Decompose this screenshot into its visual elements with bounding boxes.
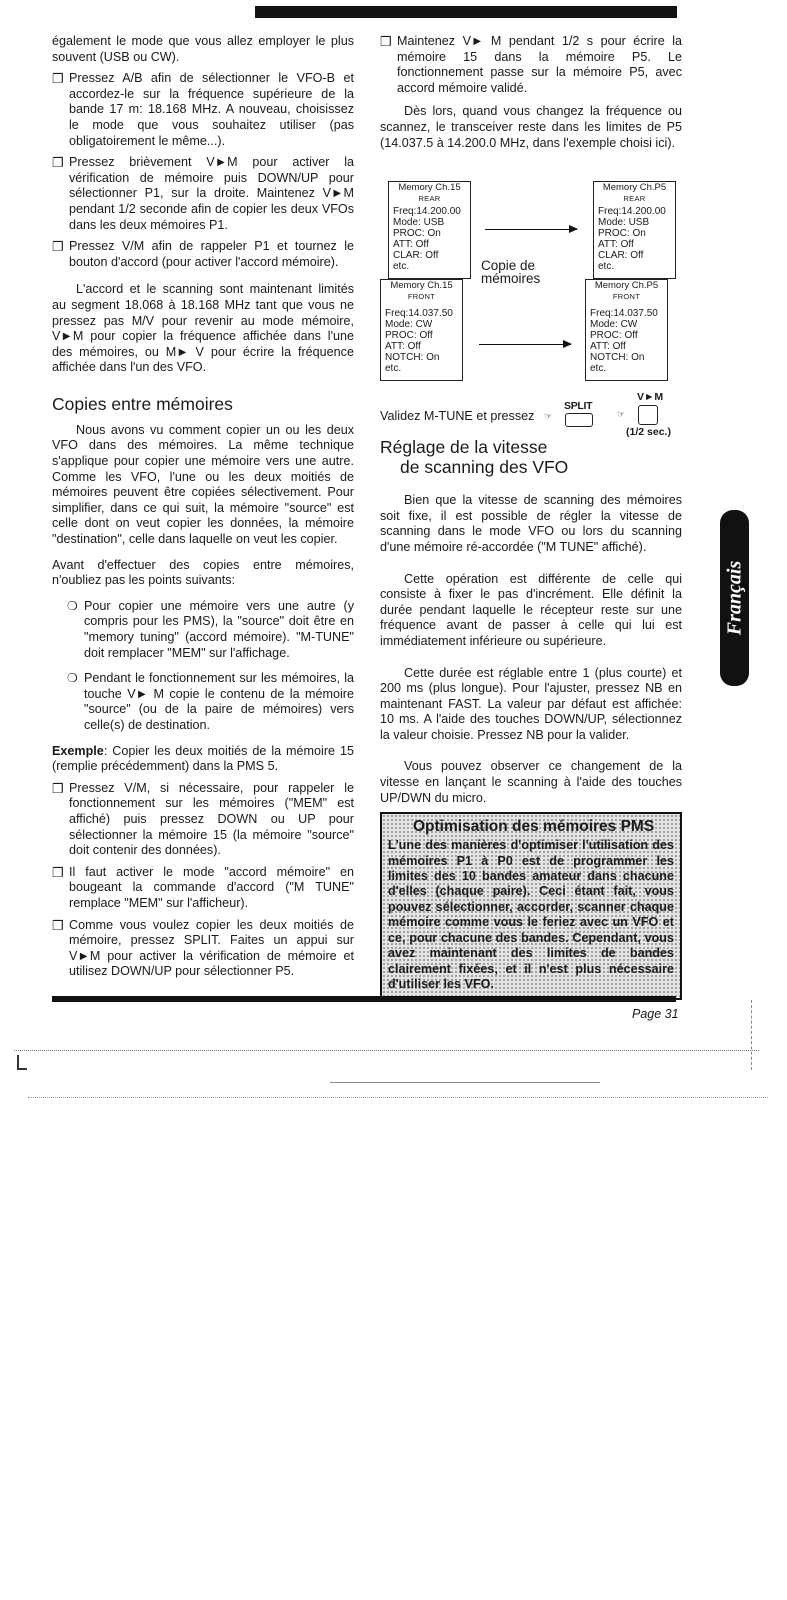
step-text: Pressez A/B afin de sélectionner le VFO-B et accordez-le sur la fréquence supérieure de la bande 17 m: 18.168 MHz. A nouveau, choisissez le mode que vous souhaitez utiliser (pas obligatoirement le même...). [69,71,354,148]
memory-field: Mode: USB [393,217,445,229]
checkbox-bullet-icon: ❒ [380,34,392,49]
copy-label [481,259,540,285]
intro-paragraph: également le mode que vous allez employer le plus souvent (USB ou CW). [52,34,354,64]
step-m-tune [52,865,354,912]
memory-field: Mode: USB [598,217,650,229]
memory-box-p5-rear [593,181,676,279]
step-text: Pressez brièvement V►M pour activer la vérification de mémoire puis DOWN/UP pour sélectionner P1, sur la droite. Maintenez V►M pendant 1/2 seconde afin de copier les deux VFOs dans les deux mémoires P1. [69,155,354,232]
pms-tip-box [380,812,682,1000]
memory-field: etc. [385,363,402,375]
checkbox-bullet-icon: ❒ [52,71,64,87]
split-key-label: SPLIT [564,400,593,413]
memory-box-p5-front [585,279,668,381]
validez-caption: Validez M-TUNE et pressez [380,409,535,424]
checkbox-bullet-icon: ❒ [52,864,64,880]
hold-duration: (1/2 sec.) [626,426,671,439]
memory-field: ATT: Off [385,341,421,353]
memory-side: FRONT [612,292,641,302]
step-split [52,918,354,980]
circle-bullet-icon: ❍ [67,671,78,686]
cette-operation-paragraph: Cette opération est différente de celle qui consiste à fixer le pas d'incrément. Elle définit la durée pendant laquelle le récepteur reste sur une fréquence avant de passer à celle qui lui est immédiatement inférieure ou supérieure. [380,571,682,648]
copy-arrow-front [479,344,571,345]
memory-field: ATT: Off [598,239,634,251]
step-text: Pressez V/M afin de rappeler P1 et tournez le bouton d'accord (pour activer l'accord mémoire). [69,239,354,269]
language-tab-label: Français [723,560,745,636]
memory-box-15-front [380,279,463,381]
section-heading-copies: Copies entre mémoires [52,393,233,414]
limits-paragraph: L'accord et le scanning sont maintenant limités au segment 18.068 à 18.168 MHz tant que vous ne pressez pas M/V pour revenir au mode mémoire, V►M pour copier la fréquence affichée dans l'une des mémoires, ou M► V pour écrire la fréquence affichée dans l'un des VFO. [52,282,354,375]
top-rule [255,6,677,18]
memory-title: Memory Ch.15 [390,280,453,292]
memory-field: Freq:14.200.00 [393,206,461,218]
point-text: Pendant le fonctionnement sur les mémoires, la touche V► M copie le contenu de la mémoire "source" (ou de la paire de mémoires) vers celle(s) de destination. [84,671,354,732]
bottom-rule [52,996,676,1002]
step-vm-press [52,155,354,233]
checkbox-bullet-icon: ❒ [52,155,64,171]
memory-box-15-rear [388,181,471,279]
step-text: Comme vous voulez copier les deux moitiés de mémoire, pressez SPLIT. Faites un appui sur V►M pour activer la vérification de mémoire et utilisez DOWN/UP pour sélectionner P5. [69,917,354,979]
heading-line: Réglage de la vitesse [380,437,548,458]
memory-field: PROC: Off [590,330,638,342]
memory-title: Memory Ch.15 [398,182,461,194]
page-number: Page 31 [632,1007,679,1021]
step-text: Pressez V/M, si nécessaire, pour rappeler le fonctionnement sur les mémoires ("MEM" est affiché) puis pressez DOWN ou UP pour sélectionner la mémoire 15 (la mémoire "source" doit contenir des données). [69,780,354,858]
right-column [380,34,682,1000]
left-column [52,34,354,980]
heading-line: de scanning des VFO [400,457,569,478]
memory-field: Freq:14.200.00 [598,206,666,218]
scan-edge-line [751,1000,752,1070]
copies-paragraph: Nous avons vu comment copier un ou les deux VFO dans des mémoires. La même technique s'applique pour copier une mémoire vers une autre. Comme les VFO, l'une ou les deux moitiés de mémoires peuvent être copiées sélectivement. Pour simplifier, dans ce qui suit, la mémoire "source" est celle dont on veut copier les données, la mémoire "destination", celle dans laquelle on veut les copier. [52,422,354,547]
memory-field: ATT: Off [590,341,626,353]
section-heading-reglage [380,437,682,477]
copy-label-line: mémoires [481,271,541,287]
memory-field: CLAR: Off [393,250,439,262]
split-key-icon [565,413,593,427]
memory-field: NOTCH: On [385,352,440,364]
duree-paragraph: Cette durée est réglable entre 1 (plus courte) et 200 ms (plus longue). Pour l'ajuster, pressez NB en maintenant FAST. La valeur par défaut est affichée: 10 ms. A l'aide des touches DOWN/UP, sélectionnez la valeur choisie. Pressez NB pour la valider. [380,665,682,742]
example-label: Exemple [52,743,104,758]
memory-field: NOTCH: On [590,352,645,364]
step-recall-p1 [52,239,354,270]
pms-box-title: Optimisation des mémoires PMS [413,818,655,836]
example-paragraph [52,744,354,775]
memory-field: etc. [590,363,607,375]
vm-key-label: V►M [637,391,664,404]
copy-label-line: Copie de [481,258,536,274]
memory-title: Memory Ch.P5 [602,182,667,194]
memory-title: Memory Ch.P5 [594,280,659,292]
vm-key-icon [638,405,658,425]
memory-field: PROC: On [598,228,646,240]
memory-side: REAR [418,194,441,204]
copy-arrow-rear [485,229,577,230]
memory-field: etc. [393,261,410,273]
point-m-tune [67,599,354,661]
memory-field: Mode: CW [385,319,433,331]
scan-artifact-mark [17,1055,27,1070]
memory-field: PROC: Off [385,330,433,342]
memory-copy-diagram [380,181,684,439]
step-text: Il faut activer le mode "accord mémoire" en bougeant la commande d'accord ("M TUNE" remplace "MEM" sur l'afficheur). [69,864,354,910]
memory-field: Freq:14.037.50 [385,308,453,320]
step-ab [52,71,354,149]
avant-paragraph: Avant d'effectuer des copies entre mémoires, n'oubliez pas les points suivants: [52,557,354,588]
observer-paragraph: Vous pouvez observer ce changement de la vitesse en lançant le scanning à l'aide des touches UP/DWN du micro. [380,759,682,805]
scan-artifact-line [330,1082,600,1083]
pointing-hand-icon: ☞ [617,409,626,420]
language-tab [720,510,749,686]
step-hold-vm [380,34,682,96]
memory-field: Freq:14.037.50 [590,308,658,320]
checkbox-bullet-icon: ❒ [52,239,64,255]
pointing-hand-icon: ☞ [544,411,553,422]
pms-box-text: L'une des manières d'optimiser l'utilisation des mémoires P1 à P0 est de programmer les limites des 10 bandes amateur dans chacune d'elles (chaque paire). Ceci étant fait, vous pouvez sélectionner, accorder, scanner chaque mémoire comme vous le feriez avec un VFO et ce, pour chacune des bandes. Cependant, vous avez maintenant des limites de bandes clairement fixées, et il n'est plus nécessaire d'utiliser les VFO. [388,838,674,991]
memory-field: PROC: On [393,228,441,240]
memory-field: CLAR: Off [598,250,644,262]
example-text: : Copier les deux moitiés de la mémoire 15 (remplie précédemment) dans la PMS 5. [52,743,354,774]
des-lors-paragraph: Dès lors, quand vous changez la fréquence ou scannez, le transceiver reste dans les limites de P5 (14.037.5 à 14.200.0 MHz, dans l'exemple choisi ici). [380,104,682,150]
step-recall-mem [52,781,354,859]
step-text: Maintenez V► M pendant 1/2 s pour écrire la mémoire 15 dans la mémoire P5. Le fonctionnement passe sur la mémoire P5, avec accord mémoire validé. [397,34,682,95]
memory-field: Mode: CW [590,319,638,331]
point-text: Pour copier une mémoire vers une autre (y compris pour les PMS), la "source" doit être en "memory tuning" (accord mémoire). "M-TUNE" doit remplacer "MEM" sur l'affichage. [84,598,354,660]
memory-side: REAR [623,194,646,204]
scan-artifact-line [14,1050,759,1051]
checkbox-bullet-icon: ❒ [52,780,64,796]
circle-bullet-icon: ❍ [67,598,78,613]
point-vm-copy [67,671,354,733]
memory-field: etc. [598,261,615,273]
memory-side: FRONT [407,292,436,302]
memory-field: ATT: Off [393,239,429,251]
scan-artifact-line [28,1097,768,1098]
bien-paragraph: Bien que la vitesse de scanning des mémoires soit fixe, il est possible de régler la vitesse de scanning dans le mode VFO ou lors du scanning d'une mémoire ré-accordée ("M TUNE" affiché). [380,493,682,554]
checkbox-bullet-icon: ❒ [52,917,64,933]
